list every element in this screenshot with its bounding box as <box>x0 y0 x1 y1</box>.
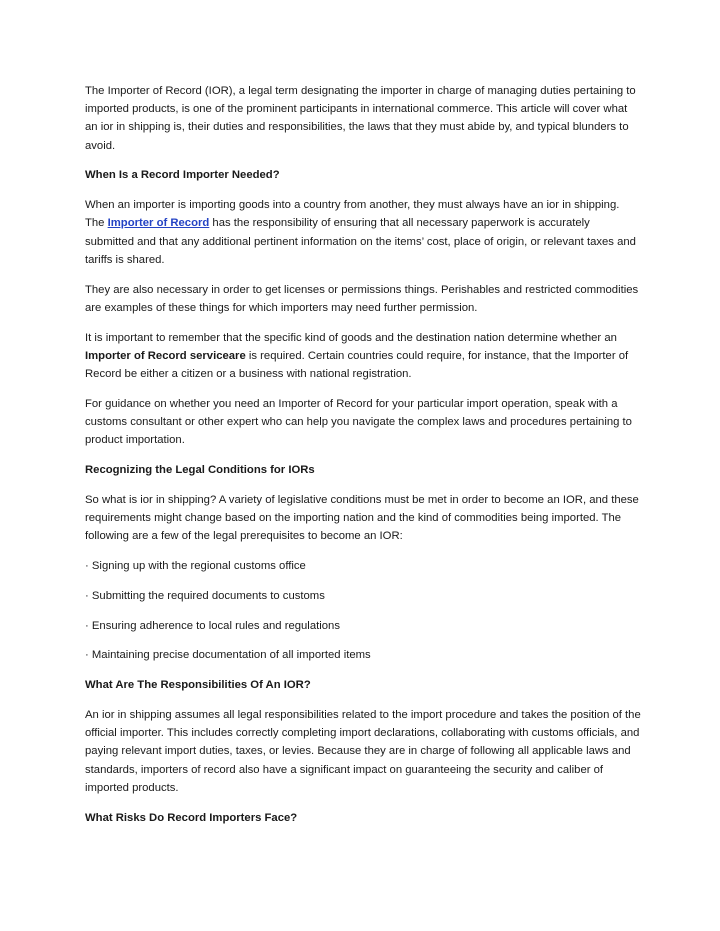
paragraph-guidance: For guidance on whether you need an Importer of Record for your particular import operation, speak with a customs consultant or other expert who can help you navigate the complex laws and procedures pertaining to product importation. <box>85 397 632 447</box>
heading-when-needed: When Is a Record Importer Needed? <box>85 169 280 182</box>
list-item: · Ensuring adherence to local rules and regulations <box>85 619 340 632</box>
paragraph-text: When an importer is importing goods into a country from another, they must always have an ior in shipping. The <box>85 199 620 230</box>
list-item: · Signing up with the regional customs office <box>85 560 306 573</box>
document-body <box>85 82 641 838</box>
heading-legal-conditions: Recognizing the Legal Conditions for IORs <box>85 464 315 477</box>
paragraph-text: has the responsibility of ensuring that all necessary paperwork is accurately submitted and that any additional pertinent information on the items’ cost, place of origin, or relevant taxes and tariffs is shared. <box>85 217 636 266</box>
paragraph-licenses: They are also necessary in order to get licenses or permissions things. Perishables and restricted commodities are examples of these things for which importers may need further permission. <box>85 283 639 314</box>
intro-paragraph: The Importer of Record (IOR), a legal term designating the importer in charge of managing duties pertaining to imported products, is one of the prominent participants in international commerce. This article will cover what an ior in shipping is, their duties and responsibilities, the laws that they must abide by, and typical blunders to avoid. <box>85 85 636 152</box>
paragraph-destination <box>85 329 641 384</box>
importer-of-record-link[interactable]: Importer of Record <box>107 217 210 230</box>
paragraph-text: It is important to remember that the specific kind of goods and the destination nation determine whether an <box>85 331 617 344</box>
heading-responsibilities: What Are The Responsibilities Of An IOR? <box>85 679 311 692</box>
bold-term: Importer of Record serviceare <box>85 349 246 362</box>
list-item: · Maintaining precise documentation of all imported items <box>85 649 371 662</box>
paragraph-legal-conditions: So what is ior in shipping? A variety of legislative conditions must be met in order to become an IOR, and these requirements might change based on the importing nation and the kind of commodities being imported. The following are a few of the legal prerequisites to become an IOR: <box>85 493 639 543</box>
list-item: · Submitting the required documents to customs <box>85 589 325 602</box>
heading-risks: What Risks Do Record Importers Face? <box>85 811 298 824</box>
paragraph-text: is required. Certain countries could require, for instance, that the Importer of Record be either a citizen or a business with national registration. <box>85 349 629 381</box>
paragraph-when-needed <box>85 196 641 269</box>
paragraph-responsibilities: An ior in shipping assumes all legal responsibilities related to the import procedure and takes the position of the official importer. This includes correctly completing import declarations, collaborating with customs officials, and paying relevant import duties, taxes, or levies. Because they are in charge of following all applicable laws and standards, importers of record also have a significant impact on guaranteeing the security and caliber of imported products. <box>85 709 641 794</box>
